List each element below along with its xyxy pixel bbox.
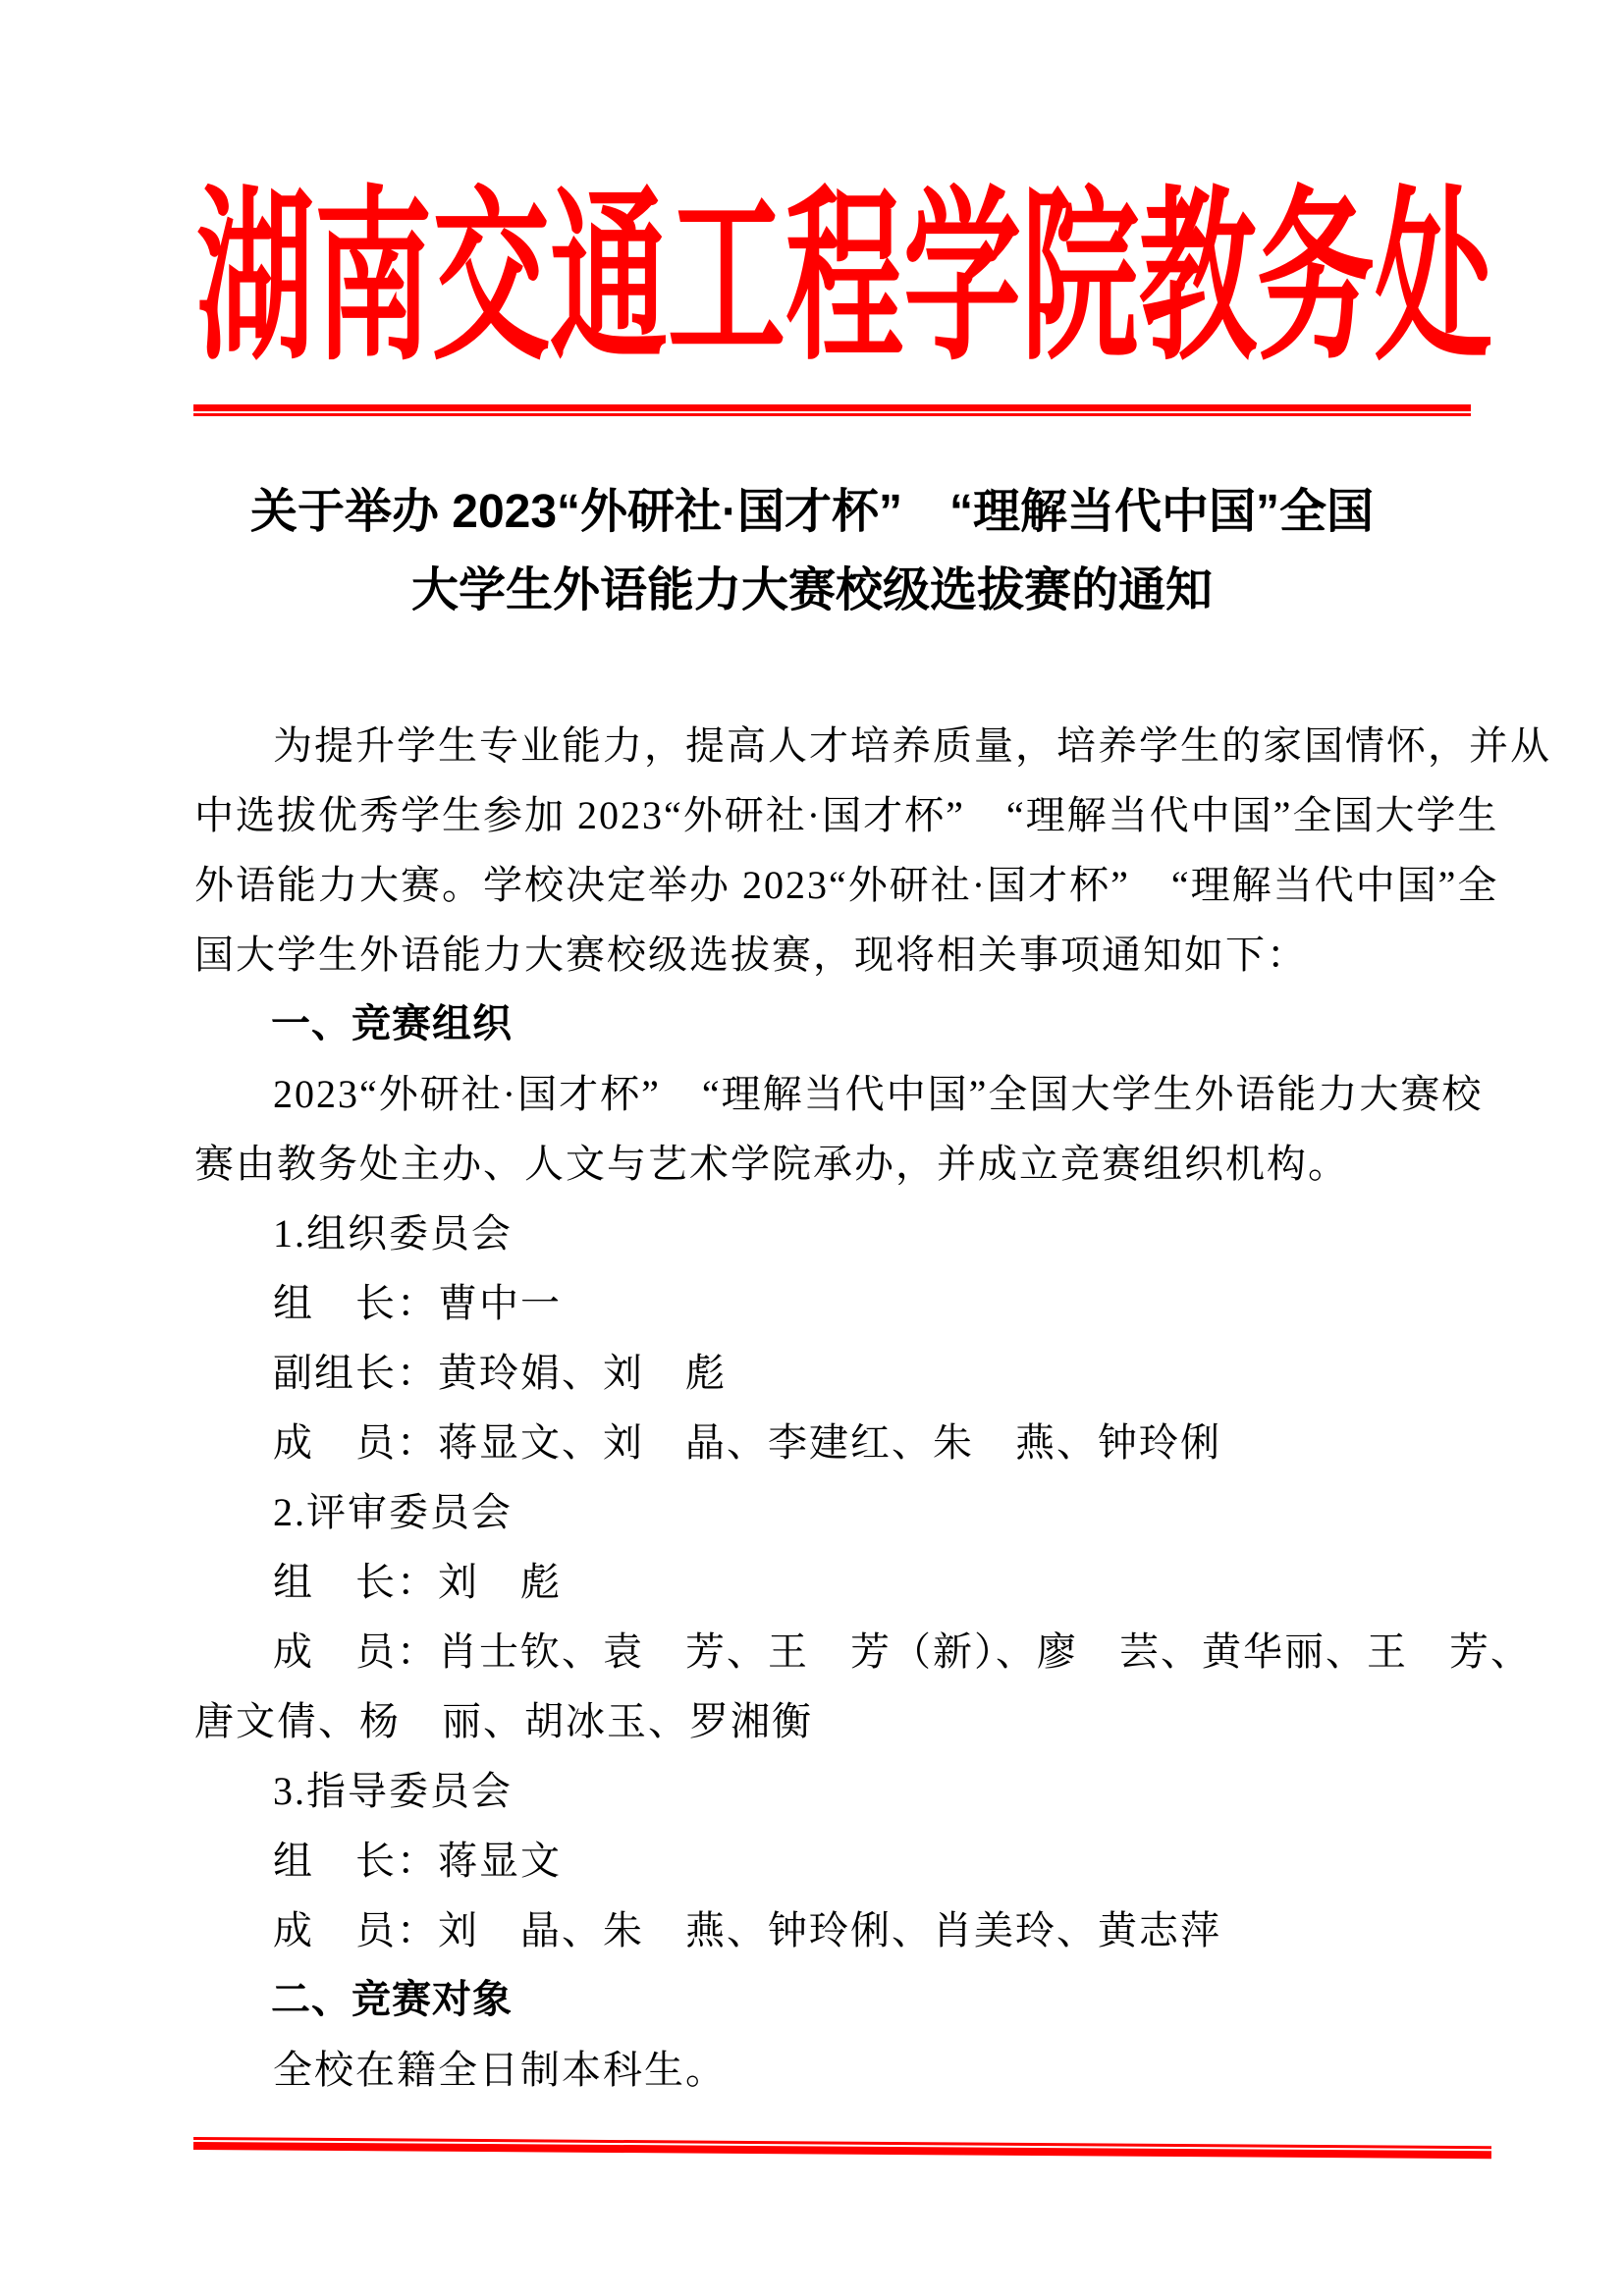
body-line-list-item: 2.评审委员会 (273, 1490, 513, 1534)
header-double-rule (193, 404, 1471, 416)
header-rule-thin-bar (193, 413, 1471, 416)
body-line-continuation: 国大学生外语能力大赛校级选拔赛，现将相关事项通知如下： (194, 933, 1308, 977)
body-line-role-line: 组 长：刘 彪 (273, 1560, 562, 1604)
document-body (194, 711, 1551, 2105)
body-line-list-item: 1.组织委员会 (273, 1211, 513, 1255)
document-title-line1: 关于举办 2023“外研社·国才杯” “理解当代中国”全国 (249, 486, 1375, 538)
body-line-role-line: 组 长：曹中一 (273, 1281, 562, 1325)
body-line-continuation: 外语能力大赛。学校决定举办 2023“外研社·国才杯” “理解当代中国”全 (194, 863, 1499, 907)
header-rule-thick-bar (193, 404, 1471, 411)
footer-double-rule (193, 2137, 1491, 2159)
body-line-continuation: 唐文倩、杨 丽、胡冰玉、罗湘衡 (194, 1699, 813, 1743)
body-line-role-line: 副组长：黄玲娟、刘 彪 (273, 1351, 727, 1395)
body-line-role-line: 组 长：蒋显文 (273, 1839, 562, 1883)
body-line-continuation: 中选拔优秀学生参加 2023“外研社·国才杯” “理解当代中国”全国大学生 (194, 793, 1499, 837)
body-line-paragraph-start: 全校在籍全日制本科生。 (273, 2048, 727, 2092)
body-line-continuation: 赛由教务处主办、人文与艺术学院承办，并成立竞赛组织机构。 (194, 1142, 1349, 1186)
body-line-role-line: 成 员：刘 晶、朱 燕、钟玲俐、肖美玲、黄志萍 (273, 1908, 1221, 1952)
document-title-line2: 大学生外语能力大赛校级选拔赛的通知 (410, 564, 1213, 616)
body-line-list-item: 3.指导委员会 (273, 1769, 513, 1813)
body-line-paragraph-start: 2023“外研社·国才杯” “理解当代中国”全国大学生外语能力大赛校 (273, 1072, 1484, 1116)
masthead-org-name: 湖南交通工程学院教务处 (196, 176, 1492, 383)
body-line-paragraph-start: 为提升学生专业能力，提高人才培养质量，培养学生的家国情怀，并从 (273, 723, 1551, 768)
body-line-role-line: 成 员：蒋显文、刘 晶、李建红、朱 燕、钟玲俐 (273, 1420, 1221, 1465)
body-line-section-heading: 一、竞赛组织 (271, 1002, 513, 1045)
body-line-section-heading: 二、竞赛对象 (271, 1978, 513, 2021)
document-title (0, 473, 1624, 630)
body-line-role-line: 成 员：肖士钦、袁 芳、王 芳（新）、廖 芸、黄华丽、王 芳、 (273, 1629, 1532, 1674)
